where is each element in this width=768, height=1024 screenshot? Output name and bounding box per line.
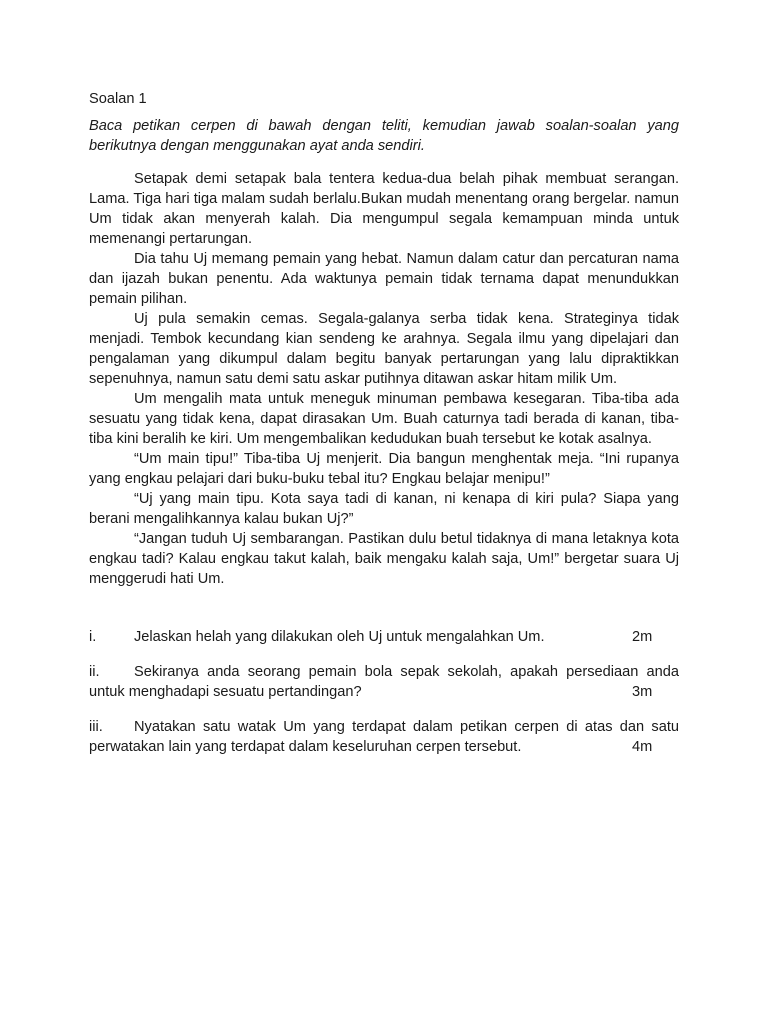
passage-paragraph: Setapak demi setapak bala tentera kedua-dua belah pihak membuat serangan. Lama. Tiga hari tiga malam sudah berlalu.Bukan mudah menentang orang bergelar. namun Um tidak akan menyerah kalah. Dia mengumpul segala kemampuan minda untuk memenangi pertarungan. [89, 171, 679, 247]
question-text: Jelaskan helah yang dilakukan oleh Uj untuk mengalahkan Um. [134, 629, 545, 645]
question-number: i. [89, 629, 97, 645]
question-text: Nyatakan satu watak Um yang terdapat dalam petikan cerpen di atas dan satu [134, 719, 679, 735]
passage-paragraph: Uj pula semakin cemas. Segala-galanya serba tidak kena. Strateginya tidak menjadi. Tembok kecundang kian sendeng ke arahnya. Segala ilmu yang dipelajari dan pengalaman yang dikumpul dalam begitu banyak pertarungan yang lalu dipraktikkan sepenuhnya, namun satu demi satu askar putihnya ditawan askar hitam milik Um. [89, 311, 679, 387]
story-passage [89, 169, 679, 589]
passage-paragraph: Dia tahu Uj memang pemain yang hebat. Namun dalam catur dan percaturan nama dan ijazah bukan penentu. Ada waktunya pemain tidak ternama dapat menundukkan pemain pilihan. [89, 251, 679, 307]
passage-paragraph: “Uj yang main tipu. Kota saya tadi di kanan, ni kenapa di kiri pula? Siapa yang berani mengalihkannya kalau bukan Uj?” [89, 491, 679, 527]
question-marks: 2m [632, 629, 653, 645]
question-title: Soalan 1 [89, 91, 147, 107]
question-text: Sekiranya anda seorang pemain bola sepak sekolah, apakah persediaan anda [134, 664, 679, 680]
question-item [89, 627, 679, 647]
question-item [89, 717, 679, 757]
question-number: ii. [89, 664, 100, 680]
question-text-continued: untuk menghadapi sesuatu pertandingan? [89, 684, 362, 700]
question-item [89, 662, 679, 702]
passage-paragraph: “Um main tipu!” Tiba-tiba Uj menjerit. Dia bangun menghentak meja. “Ini rupanya yang engkau pelajari dari buku-buku tebal itu? Engkau belajar menipu!” [89, 451, 679, 487]
question-marks: 3m [632, 684, 653, 700]
question-marks: 4m [632, 739, 653, 755]
question-text-continued: perwatakan lain yang terdapat dalam keseluruhan cerpen tersebut. [89, 739, 522, 755]
question-list [89, 627, 679, 757]
instruction-text: Baca petikan cerpen di bawah dengan teliti, kemudian jawab soalan-soalan yang berikutnya dengan menggunakan ayat anda sendiri. [89, 118, 679, 154]
passage-paragraph: Um mengalih mata untuk meneguk minuman pembawa kesegaran. Tiba-tiba ada sesuatu yang tidak kena, dapat dirasakan Um. Buah caturnya tadi berada di kanan, tiba-tiba kini beralih ke kiri. Um mengembalikan kedudukan buah tersebut ke kotak asalnya. [89, 391, 679, 447]
document-page [89, 88, 679, 772]
question-number: iii. [89, 719, 103, 735]
passage-paragraph: “Jangan tuduh Uj sembarangan. Pastikan dulu betul tidaknya di mana letaknya kota engkau tadi? Kalau engkau takut kalah, baik mengaku kalah saja, Um!” bergetar suara Uj menggerudi hati Um. [89, 531, 679, 587]
